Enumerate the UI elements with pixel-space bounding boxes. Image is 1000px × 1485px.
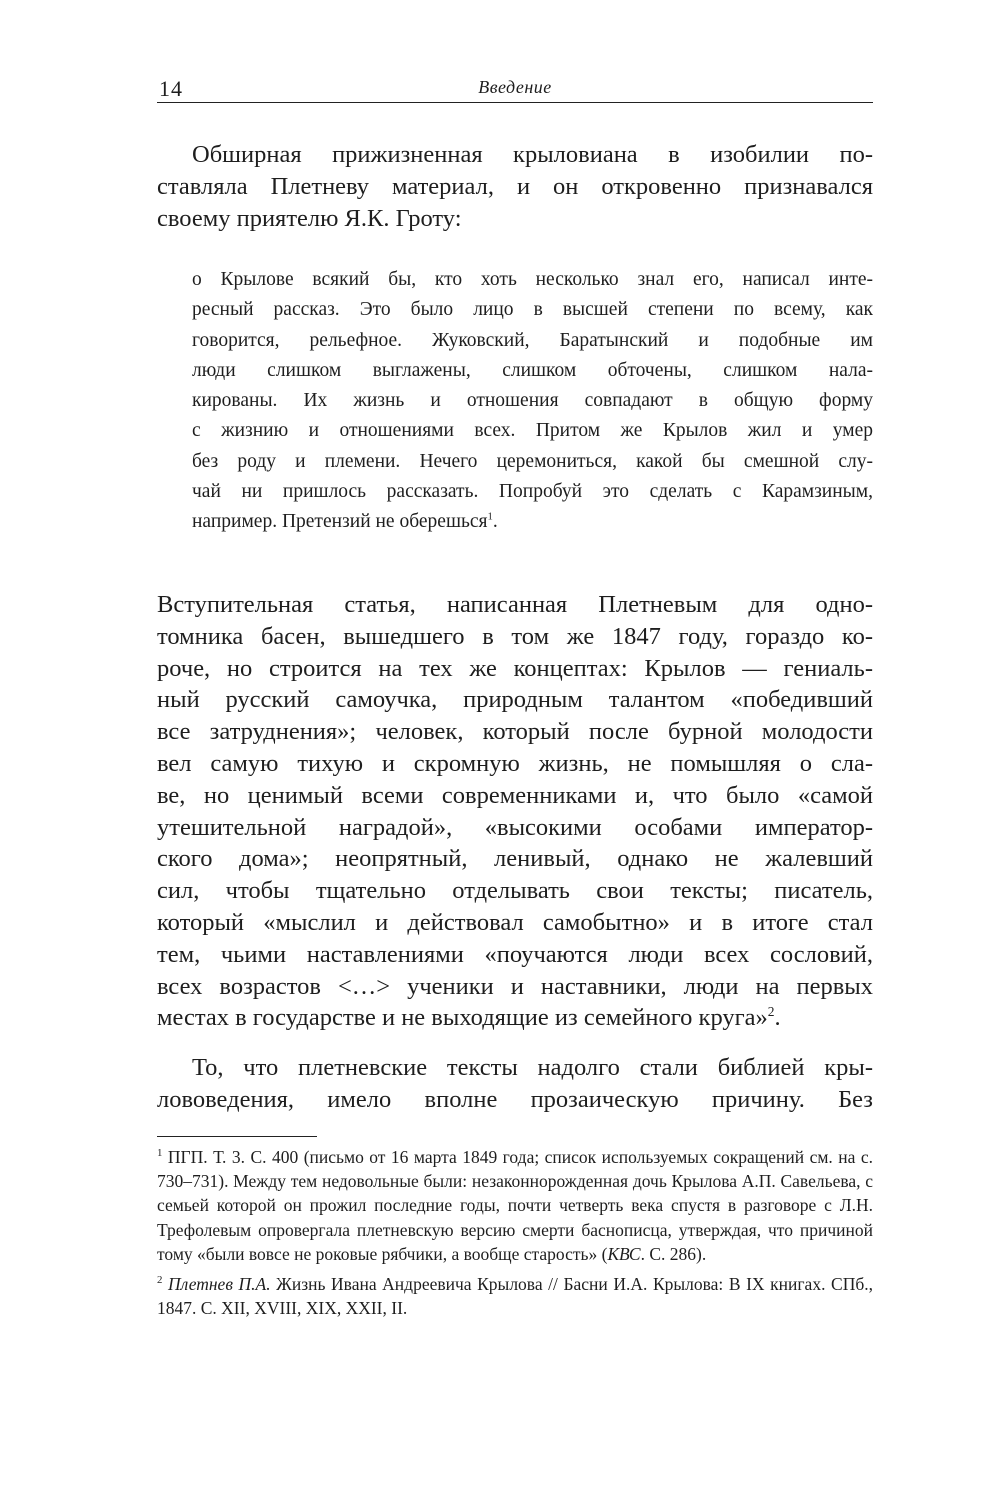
text-line: ный русский самоучка, природным талантом «победивший (157, 686, 873, 714)
footnotes (157, 1145, 873, 1326)
page-number: 14 (159, 76, 183, 101)
footnote-abbrev: КВС (607, 1243, 641, 1264)
quote-line-last: например. Претензий не оберешься$^1$. (192, 510, 498, 533)
text-line: Обширная прижизненная крыловиана в изобилии по- (192, 141, 873, 168)
footnote-tail: . С. 286). (640, 1243, 707, 1264)
text-line: вел самую тихую и скромную жизнь, не помышляя о сла- (157, 749, 873, 777)
text-line: Вступительная статья, написанная Плетневым для одно- (157, 591, 873, 618)
text-line: утешительной наградой», «высокими особами император- (157, 813, 873, 841)
quote-line: с жизнию и отношениями всех. Притом же Крылов жил и умер (192, 420, 873, 442)
quote-line: например. Претензий не оберешься (192, 511, 488, 533)
text-line-last: местах в государстве и не выходящие из семейного круга»$^2$. (157, 1004, 781, 1032)
paragraph-3 (157, 1052, 873, 1116)
text-line: местах в государстве и не выходящие из семейного круга» (157, 1004, 768, 1032)
footnote-divider (157, 1136, 317, 1137)
quote-line: чай ни пришлось рассказать. Попробуй это сделать с Карамзиным, (192, 481, 873, 503)
text-line: все затруднения»; человек, который после бурной молодости (157, 718, 873, 746)
text-line: ставляла Плетневу материал, и он откровенно признавался (157, 172, 873, 200)
text-line: ве, но ценимый всеми современниками и, что было «самой (157, 781, 873, 809)
text-line: ского дома»; неопрятный, ленивый, однако не жалевший (157, 845, 873, 873)
text-line: тем, чьими наставлениями «поучаются люди всех сословий, (157, 940, 873, 968)
footnote-mark: 2 (157, 1274, 163, 1287)
running-head (157, 74, 873, 103)
section-title: Введение (478, 77, 552, 97)
text-line: лововедения, имело вполне прозаическую причину. Без (157, 1085, 873, 1113)
footnote-ref-2[interactable]: 2 (767, 1004, 775, 1020)
quote-line: ресный рассказ. Это было лицо в высшей степени по всему, как (192, 299, 873, 321)
text-line: томника басен, вышедшего в том же 1847 году, гораздо ко- (157, 622, 873, 650)
block-quote (192, 265, 873, 538)
quote-line: без роду и племени. Нечего церемониться, какой бы смешной слу- (192, 450, 873, 472)
text-line: который «мыслил и действовал самобытно» и в итоге стал (157, 908, 873, 936)
footnote-mark: 1 (157, 1147, 163, 1160)
footnote-1 (157, 1145, 873, 1266)
text-line: роче, но строится на тех же концептах: Крылов — гениаль- (157, 654, 873, 682)
footnote-ref-1[interactable]: 1 (487, 510, 493, 523)
paragraph-2 (157, 589, 873, 1034)
footnote-2 (157, 1272, 873, 1320)
quote-line: кированы. Их жизнь и отношения совпадают в общую форму (192, 390, 873, 412)
quote-line: говорится, рельефное. Жуковский, Баратынский и подобные им (192, 329, 873, 351)
text-line: То, что плетневские тексты надолго стали библией кры- (192, 1054, 873, 1081)
quote-line: о Крылове всякий бы, кто хоть несколько знал его, написал инте- (192, 269, 873, 290)
text-line: своему приятелю Я.К. Гроту: (157, 204, 462, 232)
footnote-text: ПГП. Т. 3. С. 400 (письмо от 16 марта 1849 года; список используемых сокращений см. на с. 730–731). Между тем недовольные были: незаконнорожденная дочь Крылова А.П. Савельева, с семьей которой он прожил последние годы, почти четверть века спустя в разговоре с Л.Н. Трефолевым опровергала плетневскую версию смерти баснописца, утверждая, что причиной тому «были вовсе не роковые рябчики, а вообще старость» ( (157, 1147, 873, 1264)
footnote-author: Плетнев П.А. (168, 1274, 271, 1295)
text-line: всех возрастов <…> ученики и наставники, люди на первых (157, 972, 873, 1000)
paragraph-1 (157, 139, 873, 234)
footnote-text: Жизнь Ивана Андреевича Крылова // Басни И.А. Крылова: В IX книгах. СПб., 1847. С. XII, XVIII, XIX, XXII, II. (157, 1274, 873, 1319)
text-line: сил, чтобы тщательно отделывать свои тексты; писатель, (157, 877, 873, 905)
quote-line: люди слишком выглажены, слишком обточены, слишком нала- (192, 359, 873, 381)
book-page (157, 0, 873, 1485)
